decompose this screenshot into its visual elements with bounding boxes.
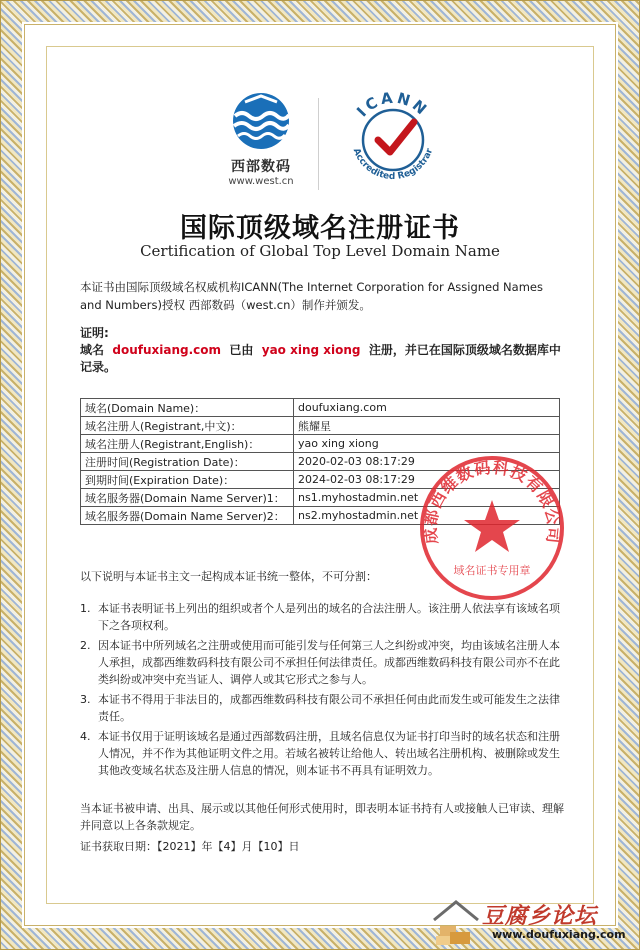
certify-statement: [80, 342, 570, 376]
certify-prefix: 域名: [80, 343, 105, 357]
svg-text:ICANN: [353, 89, 432, 121]
intro-paragraph: 本证书由国际顶级域名权威机构ICANN(The Internet Corporation for Assigned Names and Numbers)授权 西部数码（west.cn）制作并颁发。: [80, 280, 543, 312]
info-key: 域名注册人(Registrant,中文)：: [81, 417, 294, 435]
clause-number: 2.: [80, 639, 91, 652]
house-icon: [430, 896, 482, 946]
table-row: [81, 435, 560, 453]
info-value: 2020-02-03 08:17:29: [294, 453, 560, 471]
west-wave-icon: [232, 92, 290, 150]
table-row: [81, 399, 560, 417]
table-row: [81, 417, 560, 435]
list-item: [80, 600, 570, 634]
info-key: 域名(Domain Name)：: [81, 399, 294, 417]
clause-text: 本证书不得用于非法目的，成都西维数码科技有限公司不承担任何由此而发生或可能发生之法律责任。: [98, 693, 560, 723]
icann-top-text: ICANN: [353, 88, 433, 121]
forum-watermark: [430, 896, 640, 950]
info-key: 到期时间(Expiration Date)：: [81, 471, 294, 489]
forum-url: www.doufuxiang.com: [492, 928, 626, 941]
forum-name: 豆腐乡论坛: [482, 903, 598, 929]
clause-number: 4.: [80, 730, 91, 743]
list-item: [80, 691, 570, 725]
seal-ring-text: 成都西维数码科技有限公司: [420, 457, 564, 546]
certify-label: 证明:: [80, 326, 109, 340]
info-key: 域名服务器(Domain Name Server)2：: [81, 507, 294, 525]
certified-domain: doufuxiang.com: [112, 343, 222, 357]
list-item: [80, 728, 570, 779]
info-value: yao xing xiong: [294, 435, 560, 453]
west-brand-name: 西部数码: [231, 159, 291, 175]
info-value: ns2.myhostadmin.net: [294, 507, 560, 525]
checkmark-icon: [378, 122, 414, 152]
list-item: [80, 637, 570, 688]
logo-divider: [318, 98, 319, 190]
official-seal: [416, 452, 568, 604]
info-value: 熊耀星: [294, 417, 560, 435]
info-key: 注册时间(Registration Date)：: [81, 453, 294, 471]
issue-date: 证书获取日期：【2021】年【4】月【10】日: [80, 840, 300, 853]
info-value: doufuxiang.com: [294, 399, 560, 417]
terms-list: [80, 600, 570, 782]
info-key: 域名注册人(Registrant,English)：: [81, 435, 294, 453]
clause-text: 本证书仅用于证明该域名是通过西部数码注册，且域名信息仅为证书打印当时的域名状态和注册人情况，并不作为其他证明文件之用。若域名被转让给他人、转出域名注册机构、被删除或发生其他改变域名状态及注册人信息的情况，则本证书不再具有证明效力。: [98, 730, 560, 777]
west-logo: [224, 92, 298, 187]
closing-paragraph: 当本证书被申请、出具、展示或以其他任何形式使用时，即表明本证书持有人或接触人已审读、理解并同意以上各条款规定。: [80, 802, 564, 832]
star-icon: [464, 500, 520, 552]
clause-number: 1.: [80, 602, 91, 615]
certified-registrant: yao xing xiong: [261, 343, 361, 357]
terms-lead: 以下说明与本证书主文一起构成本证书统一整体，不可分割：: [80, 570, 377, 583]
info-value: ns1.myhostadmin.net: [294, 489, 560, 507]
title-english: Certification of Global Top Level Domain Name: [140, 242, 500, 260]
title-chinese: 国际顶级域名注册证书: [180, 213, 460, 244]
seal-bottom-text: 域名证书专用章: [453, 564, 531, 577]
certify-middle: 已由: [229, 343, 254, 357]
clause-number: 3.: [80, 693, 91, 706]
west-brand-url: www.west.cn: [228, 176, 294, 187]
icann-ring-text: Accredited Registrar: [350, 147, 436, 183]
info-value: 2024-02-03 08:17:29: [294, 471, 560, 489]
clause-text: 因本证书中所列域名之注册或使用而可能引发与任何第三人之纠纷或冲突，均由该域名注册人本人承担，成都西维数码科技有限公司不承担任何法律责任。成都西维数码科技有限公司亦不在此类纠纷或冲突中充当证人、调停人或其它形式之参与人。: [98, 639, 560, 686]
clause-text: 本证书表明证书上列出的组织或者个人是列出的域名的合法注册人。该注册人依法享有该域名项下之各项权利。: [98, 602, 560, 632]
certify-suffix: 注册，并已在国际顶级域名数据库中记录。: [80, 343, 561, 374]
icann-accredited-logo: [338, 82, 448, 192]
info-key: 域名服务器(Domain Name Server)1：: [81, 489, 294, 507]
